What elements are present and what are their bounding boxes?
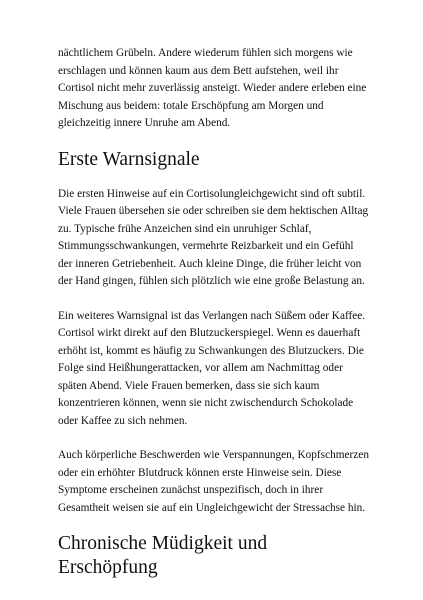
section-heading-chronic-fatigue: Chronische Müdigkeit und Erschöpfung bbox=[58, 533, 268, 578]
paragraph-physical-symptoms: Auch körperliche Beschwerden wie Verspannungen, Kopfschmerzen oder ein erhöhter Blutdruck können erste Hinweise sein. Diese Symptome erscheinen zunächst unspezifisch, doch in ihrer Gesamtheit weisen sie auf ein Ungleichgewicht der Stressachse hin. bbox=[58, 449, 369, 514]
paragraph-sugar-craving: Ein weiteres Warnsignal ist das Verlangen nach Süßem oder Kaffee. Cortisol wirkt direkt auf den Blutzuckerspiegel. Wenn es dauerhaft erhöht ist, kommt es häufig zu Schwankungen des Blutzuckers. Die Folge sind Heißhungerattacken, vor allem am Nachmittag oder späten Abend. Viele Frauen bemerken, dass sie sich kaum konzentrieren können, wenn sie nicht zwischendurch Schokolade oder Kaffee zu sich nehmen. bbox=[58, 309, 366, 427]
paragraph-early-signs: Die ersten Hinweise auf ein Cortisolungleichgewicht sind oft subtil. Viele Frauen übersehen sie oder schreiben sie dem hektischen Alltag zu. Typische frühe Anzeichen sind ein unruhiger Schlaf, Stimmungsschwankungen, vermehrte Reizbarkeit und ein Gefühl der inneren Getriebenheit. Auch kleine Dinge, die früher leicht von der Hand gingen, fühlen sich plötzlich wie eine große Belastung an. bbox=[58, 187, 369, 287]
intro-paragraph: nächtlichem Grübeln. Andere wiederum fühlen sich morgens wie erschlagen und können kaum aus dem Bett aufstehen, weil ihr Cortisol nicht mehr zuverlässig ansteigt. Wieder andere erleben eine Mischung aus beidem: totale Erschöpfung am Morgen und gleichzeitig innere Unruhe am Abend. bbox=[58, 47, 367, 129]
page-content bbox=[58, 45, 370, 580]
section-heading-warning-signs: Erste Warnsignale bbox=[58, 148, 200, 170]
